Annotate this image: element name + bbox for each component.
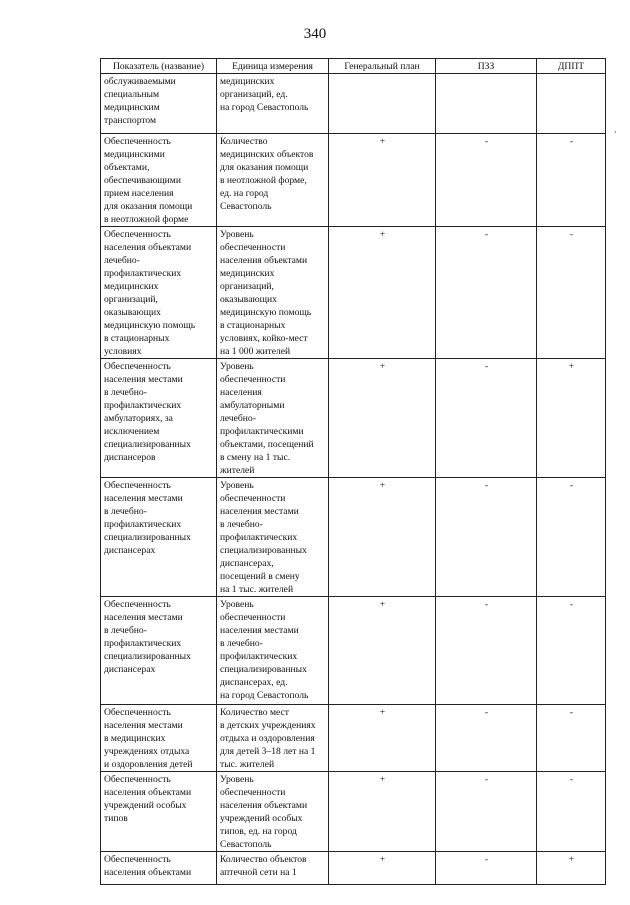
general-plan-cell: + <box>329 134 436 227</box>
table-row <box>101 74 606 134</box>
indicator-cell: Обеспеченность медицинскими объектами, обеспечивающими прием населения для оказания помощи в неотложной форме <box>101 134 217 227</box>
header-pzz: ПЗЗ <box>436 59 537 74</box>
dppt-cell: - <box>537 705 606 772</box>
indicator-cell: обслуживаемыми специальным медицинским транспортом <box>101 74 217 134</box>
pzz-cell: - <box>436 227 537 359</box>
table-row <box>101 359 606 478</box>
unit-cell: Количество объектов аптечной сети на 1 <box>217 852 329 885</box>
pzz-cell <box>436 74 537 134</box>
indicator-cell: Обеспеченность населения объектами учреждений особых типов <box>101 772 217 852</box>
pzz-cell: - <box>436 134 537 227</box>
pzz-cell: - <box>436 597 537 705</box>
header-general-plan: Генеральный план <box>329 59 436 74</box>
dppt-cell: + <box>537 359 606 478</box>
unit-cell: Уровень обеспеченности населения местами в лечебно- профилактических специализированных диспансерах, ед. на город Севастополь <box>217 597 329 705</box>
unit-cell: Уровень обеспеченности населения объектами учреждений особых типов, ед. на город Севастополь <box>217 772 329 852</box>
dppt-cell: - <box>537 478 606 597</box>
indicator-table <box>100 58 606 885</box>
dppt-cell: - <box>537 134 606 227</box>
general-plan-cell: + <box>329 359 436 478</box>
pzz-cell: - <box>436 478 537 597</box>
indicator-cell: Обеспеченность населения объектами лечебно- профилактических медицинских организаций, оказывающих медицинскую помощь в стационарных условиях <box>101 227 217 359</box>
indicator-cell: Обеспеченность населения местами в лечебно- профилактических специализированных диспансерах <box>101 597 217 705</box>
dppt-cell: - <box>537 227 606 359</box>
table-row <box>101 705 606 772</box>
table-row <box>101 852 606 885</box>
pzz-cell: - <box>436 772 537 852</box>
general-plan-cell: + <box>329 705 436 772</box>
header-unit: Единица измерения <box>217 59 329 74</box>
page-number: 340 <box>303 26 327 42</box>
table-row <box>101 478 606 597</box>
unit-cell: Уровень обеспеченности населения амбулаторными лечебно- профилактическими объектами, посещений в смену на 1 тыс. жителей <box>217 359 329 478</box>
header-indicator: Показатель (название) <box>101 59 217 74</box>
table-row <box>101 772 606 852</box>
table-row <box>101 597 606 705</box>
unit-cell: Уровень обеспеченности населения объектами медицинских организаций, оказывающих медицинскую помощь в стационарных условиях, койко-мест на 1 000 жителей <box>217 227 329 359</box>
header-dppt: ДППТ <box>537 59 606 74</box>
indicator-cell: Обеспеченность населения местами в лечебно- профилактических специализированных диспансерах <box>101 478 217 597</box>
dppt-cell: - <box>537 597 606 705</box>
table-row <box>101 134 606 227</box>
table-row <box>101 227 606 359</box>
unit-cell: Количество мест в детских учреждениях отдыха и оздоровления для детей 3–18 лет на 1 тыс. жителей <box>217 705 329 772</box>
general-plan-cell: + <box>329 597 436 705</box>
indicator-cell: Обеспеченность населения объектами <box>101 852 217 885</box>
pzz-cell: - <box>436 705 537 772</box>
general-plan-cell: + <box>329 227 436 359</box>
dppt-cell <box>537 74 606 134</box>
scan-artifact: · <box>614 127 617 137</box>
unit-cell: Количество медицинских объектов для оказания помощи в неотложной форме, ед. на город Севастополь <box>217 134 329 227</box>
table-header-row <box>101 59 606 74</box>
pzz-cell: - <box>436 852 537 885</box>
dppt-cell: + <box>537 852 606 885</box>
general-plan-cell: + <box>329 852 436 885</box>
general-plan-cell <box>329 74 436 134</box>
dppt-cell: - <box>537 772 606 852</box>
general-plan-cell: + <box>329 478 436 597</box>
unit-cell: медицинских организаций, ед. на город Севастополь <box>217 74 329 134</box>
unit-cell: Уровень обеспеченности населения местами в лечебно- профилактических специализированных диспансерах, посещений в смену на 1 тыс. жителей <box>217 478 329 597</box>
pzz-cell: - <box>436 359 537 478</box>
general-plan-cell: + <box>329 772 436 852</box>
indicator-cell: Обеспеченность населения местами в лечебно- профилактических амбулаториях, за исключением специализированных диспансеров <box>101 359 217 478</box>
indicator-cell: Обеспеченность населения местами в медицинских учреждениях отдыха и оздоровления детей <box>101 705 217 772</box>
